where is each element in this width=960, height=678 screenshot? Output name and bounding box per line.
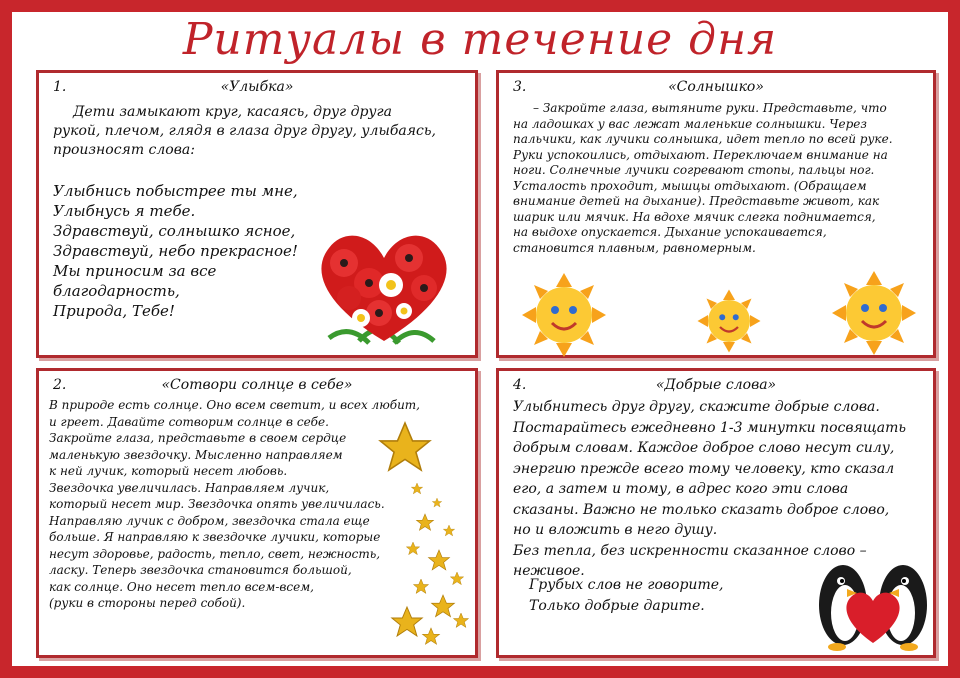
text-line: ноги. Солнечные лучики согревают стопы, пальцы ног. bbox=[513, 163, 875, 177]
text-line: Без тепла, без искренности сказанное слово – bbox=[513, 542, 867, 559]
poem-line: Улыбнись побыстрее ты мне, bbox=[53, 182, 298, 200]
text-line: добрым словам. Каждое доброе слово несут силу, bbox=[513, 440, 895, 456]
poem bbox=[53, 181, 323, 321]
flower-heart-image bbox=[309, 223, 459, 353]
text-line: (руки в стороны перед собой). bbox=[49, 596, 246, 610]
text-line: сказаны. Важно не только сказать доброе слово, bbox=[513, 501, 890, 518]
text-line: Дети замыкают круг, касаясь, друг друга bbox=[73, 104, 392, 120]
panel-number: 3. bbox=[513, 79, 527, 95]
text-line: произносят слова: bbox=[53, 142, 195, 158]
star-icon bbox=[432, 498, 442, 507]
text-line: шарик или мячик. На вдохе мячик слегка поднимается, bbox=[513, 209, 876, 224]
poem-line: Улыбнусь я тебе. bbox=[53, 202, 196, 220]
text-line: Звездочка увеличилась. Направляем лучик, bbox=[49, 480, 330, 495]
stars-image bbox=[377, 411, 473, 651]
text-line: Закройте глаза, представьте в своем сердце bbox=[49, 431, 347, 445]
smiling-suns-image bbox=[519, 271, 919, 357]
star-icon bbox=[450, 572, 463, 585]
text-line: больше. Я направляю к звездочке лучики, которые bbox=[49, 530, 381, 544]
text-line: и греет. Давайте сотворим солнце в себе. bbox=[49, 414, 329, 429]
text-line: – Закройте глаза, вытяните руки. Представьте, что bbox=[533, 101, 887, 115]
panel-text bbox=[49, 397, 419, 612]
star-icon bbox=[429, 550, 450, 570]
panel-title: «Улыбка» bbox=[220, 79, 294, 95]
poem-line: Здравствуй, солнышко ясное, bbox=[53, 222, 296, 240]
panel-sun bbox=[496, 70, 936, 358]
star-icon bbox=[443, 525, 454, 536]
panel-title: «Добрые слова» bbox=[655, 377, 777, 393]
text-line: становится плавным, равномерным. bbox=[513, 240, 756, 255]
panel-text bbox=[513, 101, 923, 256]
sun-icon bbox=[522, 273, 606, 357]
poster-title: Ритуалы в течение дня bbox=[182, 14, 778, 65]
star-icon bbox=[380, 423, 429, 470]
text-line: рукой, плечом, глядя в глаза друг другу, улыбаясь, bbox=[53, 123, 436, 139]
text-line: к ней лучик, который несет любовь. bbox=[49, 464, 288, 478]
text-line: на выдохе опускается. Дыхание успокаивается, bbox=[513, 225, 827, 239]
star-icon bbox=[392, 607, 422, 636]
rhyme bbox=[529, 575, 809, 616]
penguins-heart-image bbox=[817, 547, 929, 655]
rhyme-line: Только добрые дарите. bbox=[529, 597, 705, 614]
text-line: Руки успокоились, отдыхают. Переключаем внимание на bbox=[513, 147, 888, 162]
text-line: как солнце. Оно несет тепло всем-всем, bbox=[49, 579, 314, 594]
panel-intro bbox=[53, 103, 463, 160]
panel-smile bbox=[36, 70, 478, 358]
text-line: на ладошках у вас лежат маленькие солнышки. Через bbox=[513, 116, 867, 131]
text-line: его, а затем и тому, в адрес кого эти слова bbox=[513, 481, 849, 497]
panel-kind-words bbox=[496, 368, 936, 658]
text-line: Направляю лучик с добром, звездочка стала еще bbox=[49, 513, 370, 528]
star-icon bbox=[422, 628, 439, 644]
text-line: маленькую звездочку. Мысленно направляем bbox=[49, 447, 343, 462]
rhyme-line: Грубых слов не говорите, bbox=[529, 577, 724, 593]
star-icon bbox=[411, 483, 422, 494]
star-icon bbox=[432, 595, 455, 617]
star-icon bbox=[406, 542, 419, 555]
text-line: энергию прежде всего тому человеку, кто сказал bbox=[513, 460, 895, 477]
panel-create-sun bbox=[36, 368, 478, 658]
text-line: несут здоровье, радость, тепло, свет, нежность, bbox=[49, 546, 381, 561]
panel-title: «Солнышко» bbox=[668, 79, 764, 95]
star-icon bbox=[416, 514, 433, 530]
panel-title: «Сотвори солнце в себе» bbox=[161, 377, 353, 393]
text-line: Постарайтесь ежедневно 1-3 минутки посвящать bbox=[513, 419, 907, 436]
poem-line: Мы приносим за все bbox=[53, 262, 217, 280]
star-icon bbox=[413, 579, 428, 593]
text-line: Улыбнитесь друг другу, скажите добрые слова. bbox=[513, 399, 880, 415]
poem-line: Природа, Тебе! bbox=[53, 302, 175, 320]
poem-line: благодарность, bbox=[53, 282, 180, 300]
panel-number: 4. bbox=[513, 377, 527, 393]
sun-icon bbox=[698, 290, 761, 353]
text-line: но и вложить в него душу. bbox=[513, 522, 718, 538]
star-icon bbox=[453, 613, 468, 627]
panel-number: 2. bbox=[53, 377, 67, 393]
text-line: внимание детей на дыхание). Представьте живот, как bbox=[513, 194, 880, 208]
text-line: неживое. bbox=[513, 563, 585, 579]
text-line: ласку. Теперь звездочка становится большой, bbox=[49, 563, 352, 577]
panel-number: 1. bbox=[53, 79, 67, 95]
text-line: пальчики, как лучики солнышка, идет тепло по всей руке. bbox=[513, 132, 893, 146]
poem-line: Здравствуй, небо прекрасное! bbox=[53, 242, 298, 260]
text-line: Усталость проходит, мышцы отдыхают. (Обращаем bbox=[513, 178, 867, 193]
text-line: который несет мир. Звездочка опять увеличилась. bbox=[49, 497, 385, 511]
sun-icon bbox=[832, 271, 916, 355]
text-line: В природе есть солнце. Оно всем светит, и всех любит, bbox=[49, 398, 420, 412]
